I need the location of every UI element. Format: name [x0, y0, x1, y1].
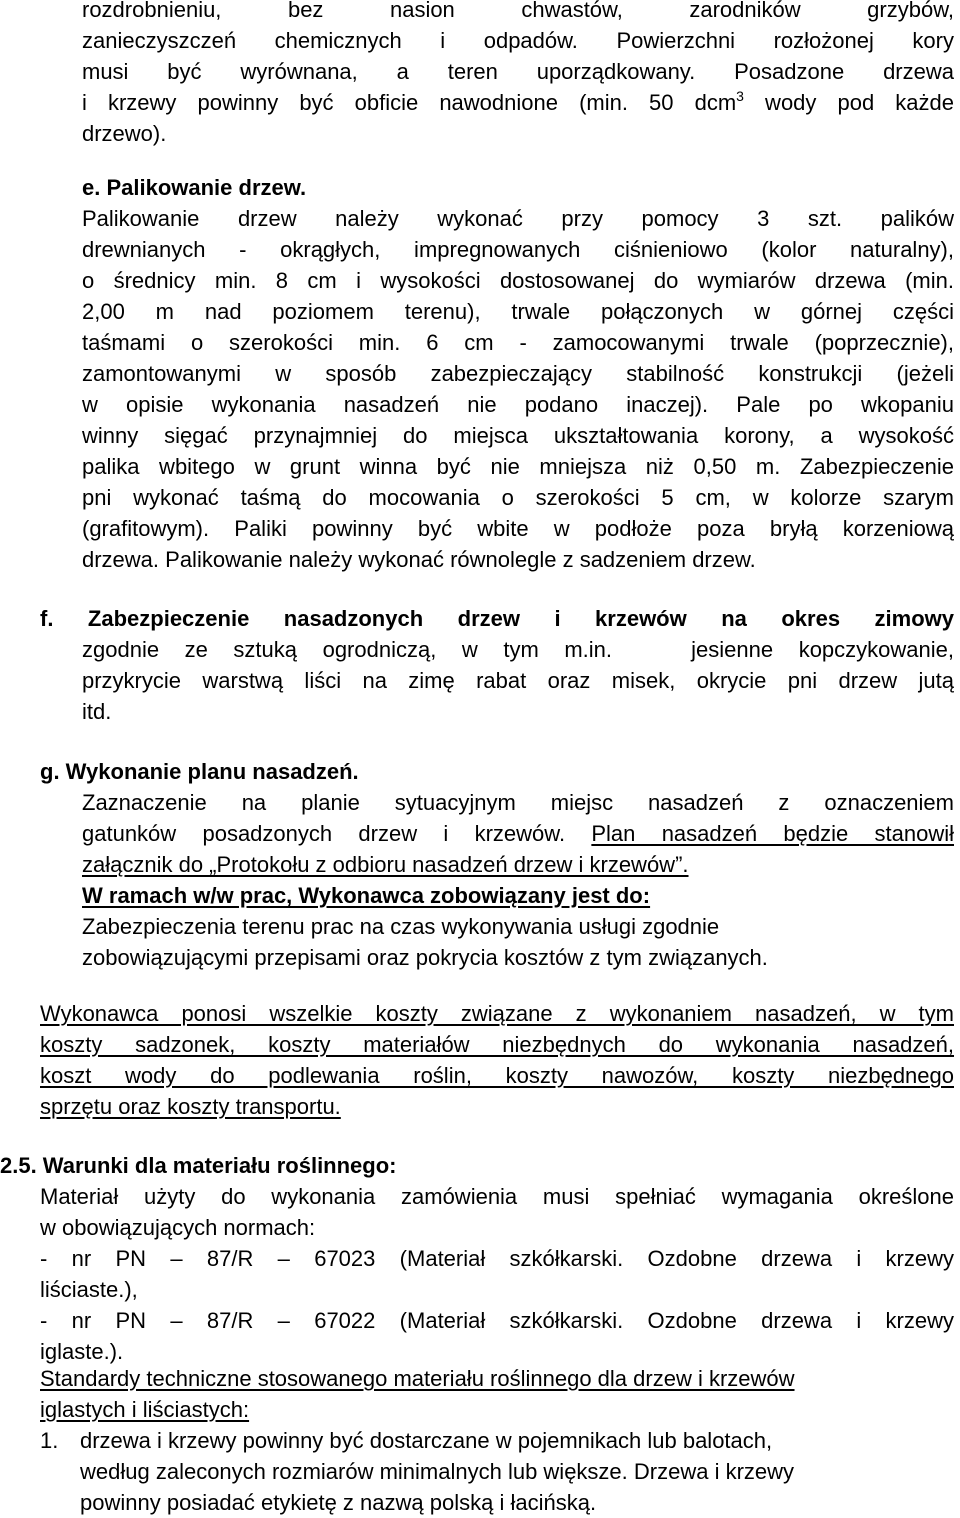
paragraph-line: palika wbitego w grunt winna być nie mniejsza niż 0,50 m. Zabezpieczenie: [82, 454, 954, 479]
text-span: gatunków posadzonych drzew i krzewów.: [82, 821, 592, 846]
section-heading: f. Zabezpieczenie nasadzonych drzew i krzewów na okres zimowy: [40, 606, 954, 631]
paragraph-line: o średnicy min. 8 cm i wysokości dostosowanej do wymiarów drzewa (min.: [82, 268, 954, 293]
underlined-line: załącznik do „Protokołu z odbioru nasadzeń drzew i krzewów”.: [82, 852, 689, 877]
norm-line: - nr PN – 87/R – 67023 (Materiał szkółkarski. Ozdobne drzewa i krzewy: [40, 1246, 954, 1271]
paragraph-line: w obowiązujących normach:: [40, 1215, 316, 1240]
paragraph-line: przykrycie warstwą liści na zimę rabat oraz misek, okrycie pni drzew jutą: [82, 668, 954, 693]
paragraph-line: taśmami o szerokości min. 6 cm - zamocowanymi trwale (poprzecznie),: [82, 330, 954, 355]
text-span: i krzewy powinny być obficie nawodnione (min. 50 dcm: [82, 90, 737, 115]
costs-line: sprzętu oraz koszty transportu.: [40, 1094, 341, 1119]
text-span: zgodnie ze sztuką ogrodniczą, w tym m.in.: [82, 637, 613, 662]
paragraph-line: musi być wyrównana, a teren uporządkowany. Posadzone drzewa: [82, 59, 954, 84]
section-heading: 2.5. Warunki dla materiału roślinnego:: [0, 1153, 397, 1178]
underlined-text: Plan nasadzeń będzie stanowił: [591, 821, 954, 846]
norm-line: - nr PN – 87/R – 67022 (Materiał szkółkarski. Ozdobne drzewa i krzewy: [40, 1308, 954, 1333]
paragraph-line: [82, 90, 954, 116]
paragraph-line: (grafitowym). Paliki powinny być wbite w podłoże poza bryłą korzeniową: [82, 516, 954, 541]
subheading-underlined: W ramach w/w prac, Wykonawca zobowiązany jest do:: [82, 883, 651, 908]
list-item-line: drzewa i krzewy powinny być dostarczane w pojemnikach lub balotach,: [80, 1428, 773, 1453]
paragraph-line: zobowiązującymi przepisami oraz pokrycia kosztów z tym związanych.: [82, 945, 768, 970]
paragraph-line: winny sięgać przynajmniej do miejsca ukształtowania korony, a wysokość: [82, 423, 954, 448]
costs-line: koszt wody do podlewania roślin, koszty nawozów, koszty niezbędnego: [40, 1063, 954, 1088]
list-item-line: powinny posiadać etykietę z nazwą polską i łacińską.: [80, 1490, 597, 1515]
underlined-line: iglastych i liściastych:: [40, 1397, 250, 1422]
costs-line: koszty sadzonek, koszty materiałów niezbędnych do wykonania nasadzeń,: [40, 1032, 954, 1057]
paragraph-line: zamontowanymi w sposób zabezpieczający stabilność konstrukcji (jeżeli: [82, 361, 954, 386]
paragraph-line: [82, 821, 954, 847]
text-span: jesienne kopczykowanie,: [691, 637, 954, 662]
paragraph-line: itd.: [82, 699, 112, 724]
paragraph-line: Zabezpieczenia terenu prac na czas wykonywania usługi zgodnie: [82, 914, 720, 939]
underlined-line: Standardy techniczne stosowanego materiału roślinnego dla drzew i krzewów: [40, 1366, 795, 1391]
section-heading: g. Wykonanie planu nasadzeń.: [40, 759, 359, 784]
paragraph-line: Zaznaczenie na planie sytuacyjnym miejsc nasadzeń z oznaczeniem: [82, 790, 954, 815]
paragraph-line: Palikowanie drzew należy wykonać przy pomocy 3 szt. palików: [82, 206, 954, 231]
costs-line: Wykonawca ponosi wszelkie koszty związane z wykonaniem nasadzeń, w tym: [40, 1001, 954, 1026]
paragraph-line: drewnianych - okrągłych, impregnowanych ciśnieniowo (kolor naturalny),: [82, 237, 954, 262]
paragraph-line: liściaste.),: [40, 1277, 138, 1302]
section-heading: e. Palikowanie drzew.: [82, 175, 307, 200]
text-span: wody pod każde: [743, 90, 954, 115]
paragraph-line: iglaste.).: [40, 1339, 124, 1364]
paragraph-line: w opisie wykonania nasadzeń nie podano inaczej). Pale po wkopaniu: [82, 392, 954, 417]
list-item-line: według zaleconych rozmiarów minimalnych lub większe. Drzewa i krzewy: [80, 1459, 795, 1484]
paragraph-line: Materiał użyty do wykonania zamówienia musi spełniać wymagania określone: [40, 1184, 954, 1209]
paragraph-line: drzewo).: [82, 121, 167, 146]
paragraph-line: rozdrobnieniu, bez nasion chwastów, zarodników grzybów,: [82, 0, 954, 22]
paragraph-line: zanieczyszczeń chemicznych i odpadów. Powierzchni rozłożonej kory: [82, 28, 954, 53]
paragraph-line: 2,00 m nad poziomem terenu), trwale połączonych w górnej części: [82, 299, 954, 324]
paragraph-line: [82, 637, 954, 663]
paragraph-line: drzewa. Palikowanie należy wykonać równolegle z sadzeniem drzew.: [82, 547, 756, 572]
list-item-number: 1.: [40, 1428, 59, 1453]
paragraph-line: pni wykonać taśmą do mocowania o szerokości 5 cm, w kolorze szarym: [82, 485, 954, 510]
superscript: 3: [736, 90, 744, 104]
